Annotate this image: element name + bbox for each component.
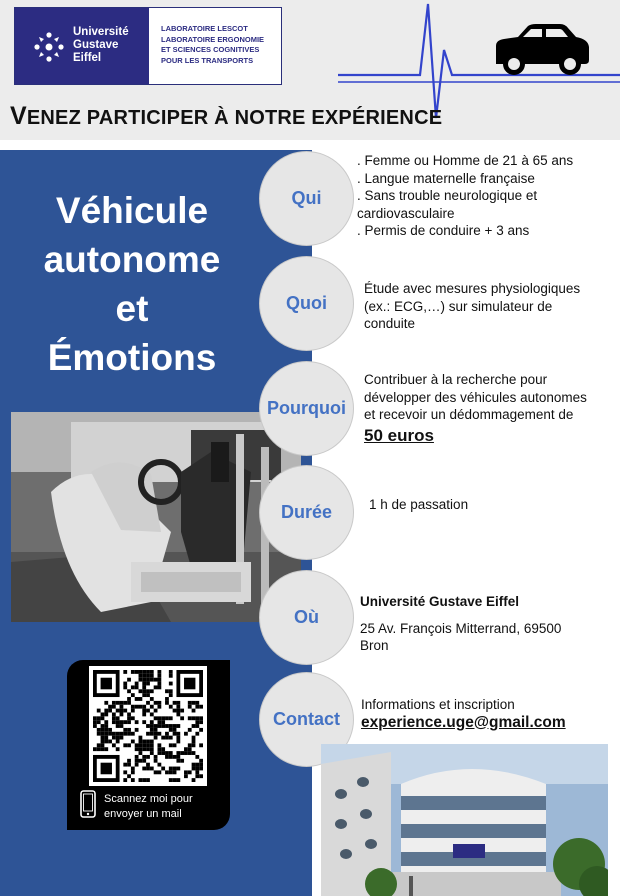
university-logo <box>14 7 282 85</box>
location-name: Université Gustave Eiffel <box>360 594 520 609</box>
circle-duree-label: Durée <box>280 502 333 522</box>
qui-item-1: . Femme ou Homme de 21 à 65 ans <box>357 153 574 168</box>
ou-info <box>360 593 561 655</box>
quoi-line-1: Étude avec mesures physiologiques <box>364 281 581 296</box>
logo-line-2: Gustave <box>73 39 119 51</box>
hero-line-1: Véhicule <box>55 190 209 231</box>
qui-item-5: . Permis de conduire + 3 ans <box>357 223 530 238</box>
pourquoi-line-1: Contribuer à la recherche pour <box>364 372 548 387</box>
lab-line-4: POUR LES TRANSPORTS <box>161 55 254 65</box>
qui-item-2: . Langue maternelle française <box>357 170 535 186</box>
hero-title <box>12 186 252 382</box>
hero-line-3: et <box>115 288 149 329</box>
qr-code-frame[interactable] <box>89 666 207 786</box>
circle-quoi-label: Quoi <box>286 293 327 313</box>
pourquoi-line-3: et recevoir un dédommagement de <box>364 407 574 422</box>
address-line-1: 25 Av. François Mitterrand, 69500 <box>360 620 562 636</box>
duree-text: 1 h de passation <box>369 497 469 512</box>
contact-line-1: Informations et inscription <box>361 697 515 712</box>
circle-pourquoi-label: Pourquoi <box>267 398 346 418</box>
qr-code-card[interactable] <box>67 660 230 830</box>
address-line-2: Bron <box>360 638 389 653</box>
circle-contact-label: Contact <box>273 709 340 729</box>
qr-code[interactable] <box>93 670 203 782</box>
lab-name <box>161 24 281 66</box>
logo-line-3: Eiffel <box>73 52 102 64</box>
circle-ou <box>259 570 354 665</box>
circle-quoi <box>259 256 354 351</box>
quoi-line-3: conduite <box>364 316 416 331</box>
qr-caption-line-2: envoyer un mail <box>104 808 182 820</box>
circle-pourquoi <box>259 361 354 456</box>
pourquoi-info <box>364 371 587 448</box>
contact-email-link[interactable]: experience.uge@gmail.com <box>361 713 566 731</box>
duree-info <box>369 496 468 514</box>
quoi-info <box>364 280 580 333</box>
lab-line-3: ET SCIENCES COGNITIVES <box>161 45 260 54</box>
circle-qui-label: Qui <box>291 188 322 208</box>
phone-icon <box>80 790 96 818</box>
qui-info <box>357 152 573 240</box>
university-logo-icon <box>32 30 66 64</box>
page-title-rest: ENEZ PARTICIPER À NOTRE EXPÉRIENCE <box>26 107 443 129</box>
qui-item-3: . Sans trouble neurologique et <box>357 188 538 203</box>
qui-item-4: cardiovasculaire <box>357 205 455 221</box>
circle-ou-label: Où <box>294 607 319 627</box>
lab-line-2: LABORATOIRE ERGONOMIE <box>161 34 265 44</box>
page-title <box>10 102 442 131</box>
pourquoi-line-2: développer des véhicules autonomes <box>364 389 587 405</box>
qr-caption <box>104 792 193 822</box>
logo-line-1: Université <box>73 26 129 38</box>
lab-line-1: LABORATOIRE LESCOT <box>161 24 248 33</box>
header-banner <box>0 0 620 140</box>
car-icon <box>492 22 592 78</box>
logo-text <box>73 26 129 65</box>
driving-simulator-photo <box>11 412 301 622</box>
hero-line-2: autonome <box>43 239 221 280</box>
quoi-line-2: (ex.: ECG,…) sur simulateur de <box>364 298 553 314</box>
logo-left-block <box>15 8 149 84</box>
circle-duree <box>259 465 354 560</box>
qr-caption-line-1: Scannez moi pour <box>104 793 193 805</box>
compensation-amount: 50 euros <box>364 425 434 445</box>
contact-info <box>361 696 566 731</box>
page-title-initial: V <box>10 102 27 130</box>
circle-qui <box>259 151 354 246</box>
hero-line-4: Émotions <box>47 337 217 378</box>
university-building-photo <box>321 744 608 896</box>
